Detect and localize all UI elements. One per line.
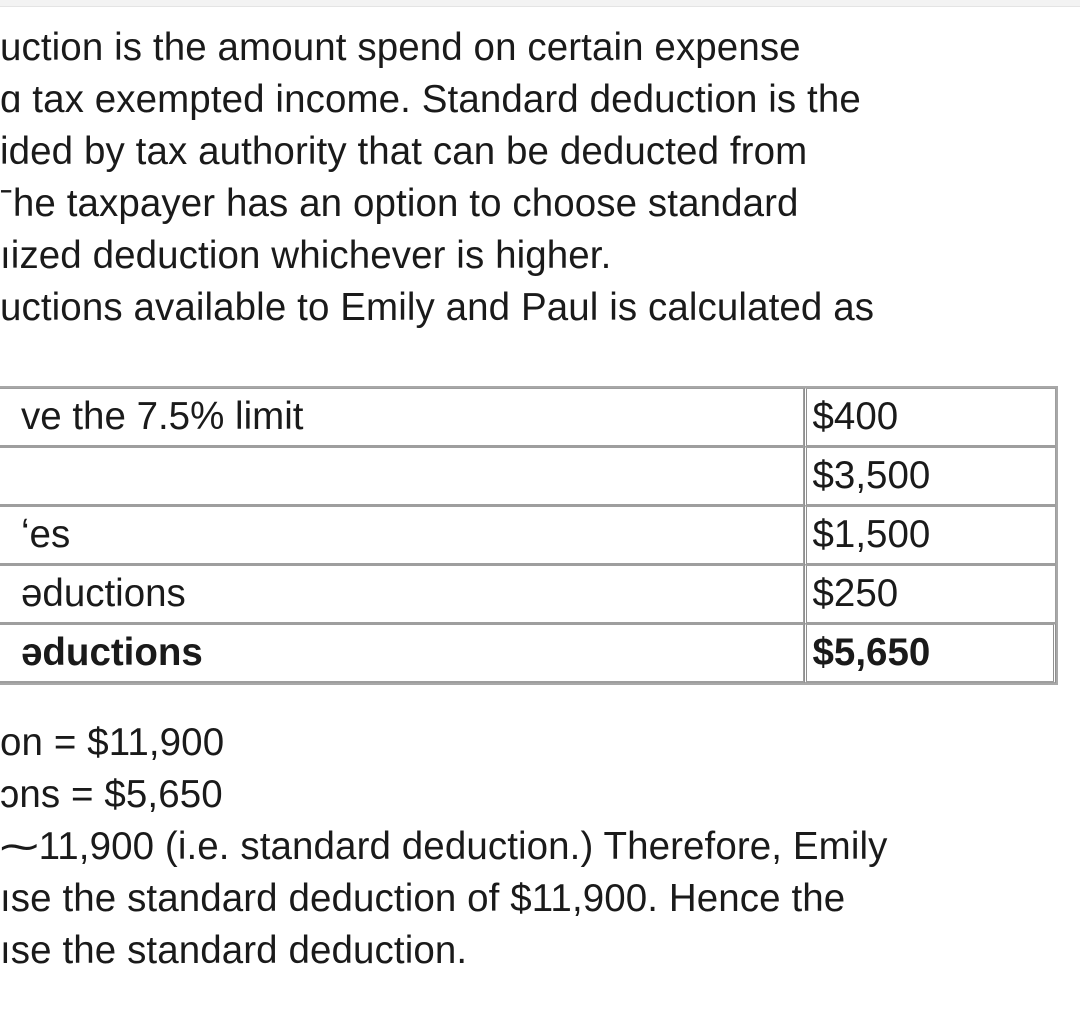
intro-line: uctions available to Emily and Paul is calculated as (0, 286, 875, 329)
table-row (0, 506, 1056, 565)
intro-line: ıized deduction whichever is higher. (0, 234, 612, 277)
intro-paragraph (0, 22, 874, 334)
conclusion-line: ⁓11,900 (i.e. standard deduction.) Therefore, Emily (0, 825, 888, 868)
conclusion-line: on = $11,900 (0, 721, 225, 764)
conclusion-line: ıse the standard deduction of $11,900. Hence the (0, 877, 846, 920)
intro-line: ˉhe taxpayer has an option to choose standard (0, 182, 799, 225)
row-label (0, 447, 804, 506)
total-label: əductions (0, 624, 804, 683)
total-row (0, 624, 1056, 683)
row-label: əductions (0, 565, 804, 624)
intro-line: ided by tax authority that can be deducted from (0, 130, 808, 173)
row-amount: $400 (804, 388, 1056, 447)
table-row (0, 447, 1056, 506)
row-label: ʻes (0, 506, 804, 565)
total-amount: $5,650 (804, 624, 1056, 683)
conclusion-paragraph (0, 717, 888, 977)
top-divider (0, 0, 1080, 7)
itemized-deductions-table (0, 386, 1058, 685)
row-amount: $250 (804, 565, 1056, 624)
table-row (0, 565, 1056, 624)
row-amount: $3,500 (804, 447, 1056, 506)
intro-line: uction is the amount spend on certain expense (0, 26, 801, 69)
table-row (0, 388, 1056, 447)
row-amount: $1,500 (804, 506, 1056, 565)
conclusion-line: ıse the standard deduction. (0, 929, 468, 972)
conclusion-line: ɔns = $5,650 (0, 773, 223, 816)
row-label: ve the 7.5% limit (0, 388, 804, 447)
intro-line: ɑ tax exempted income. Standard deduction is the (0, 78, 861, 121)
